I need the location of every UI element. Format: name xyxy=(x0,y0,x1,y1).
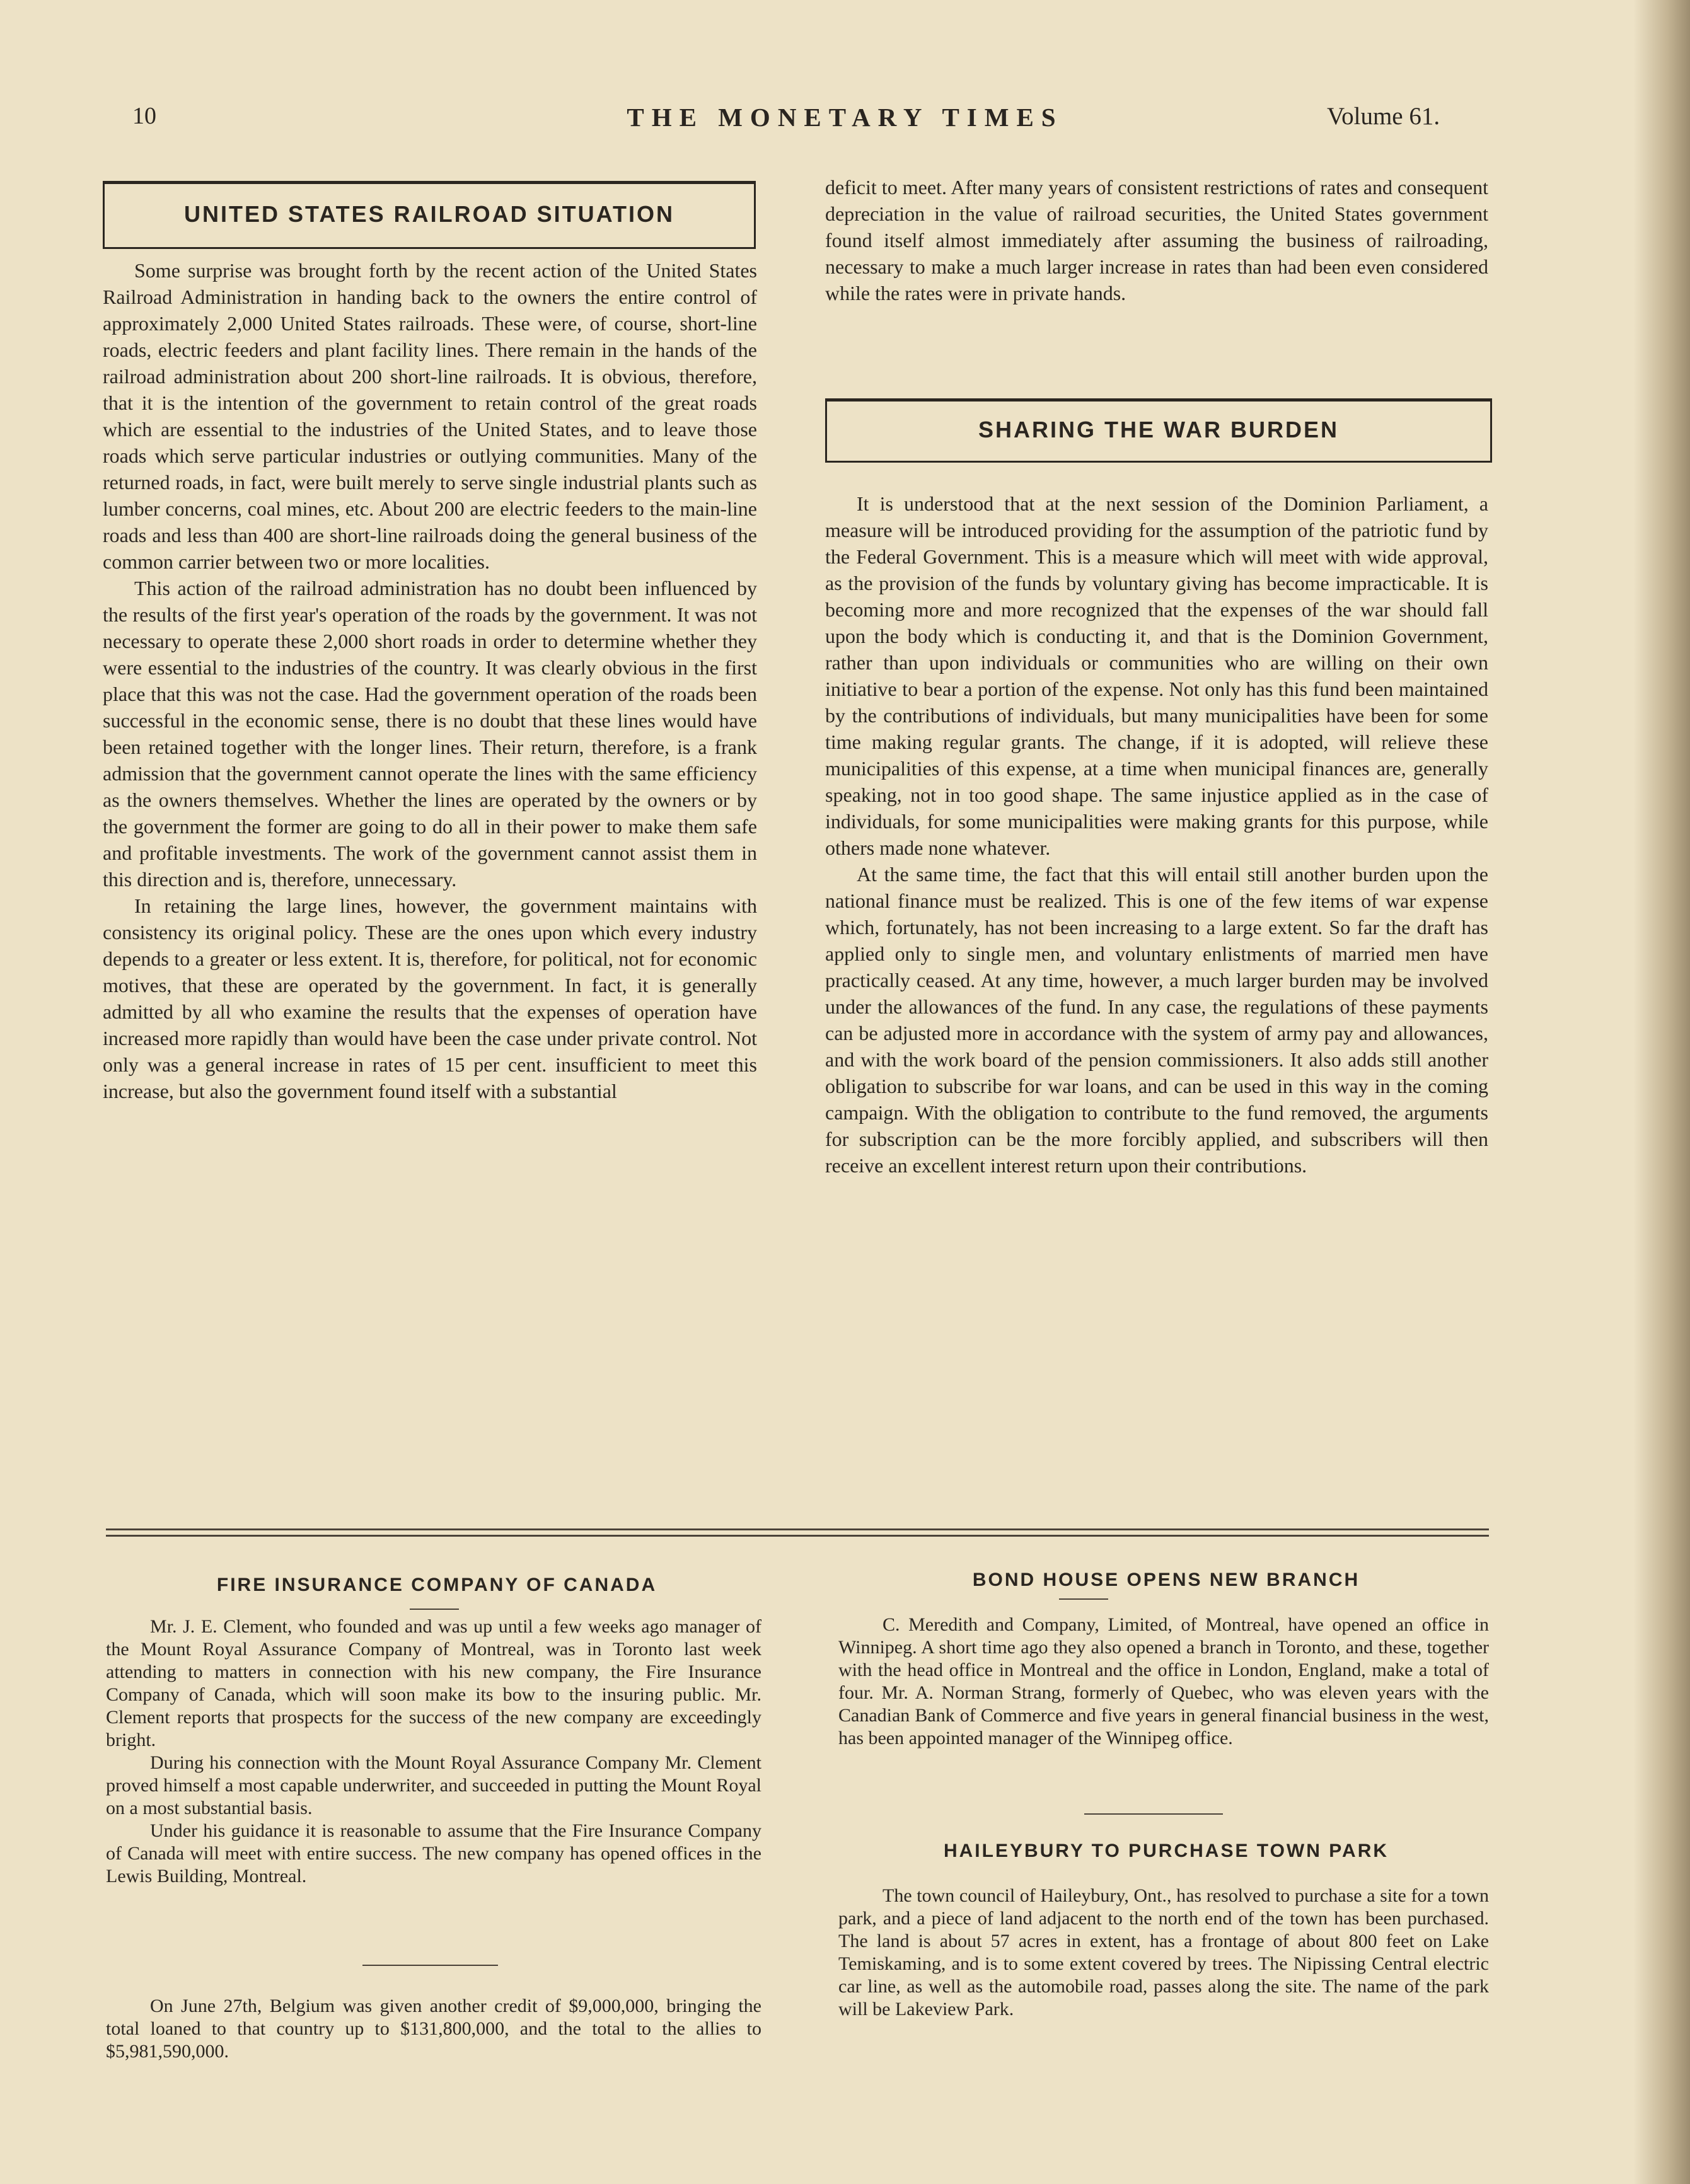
fire-heading-rule xyxy=(410,1609,459,1610)
railroad-heading-box xyxy=(103,181,756,249)
fire-paragraph: Under his guidance it is reasonable to assume that the Fire Insurance Company of Canada will meet with entire success. The new company has opened offices in the Lewis Building, Montreal. xyxy=(106,1820,761,1886)
war-paragraph: At the same time, the fact that this will entail still another burden upon the national finance must be realized. This is one of the few items of war expense which, fortunately, has not been increasing to a large extent. So far the draft has applied only to single men, and voluntary enlistments of married men have practically ceased. At any time, however, a much larger burden may be involved under the allowances of the fund. In any case, the regulations of these payments can be adjusted more in accordance with the system of army pay and allowances, and with the work board of the pension commissioners. It also adds still another obligation to subscribe for war loans, and can be used in this way in the coming campaign. With the obligation to contribute to the fund removed, the arguments for subscription can be the more forcibly applied, and subscribers will then receive an excellent interest return upon their contributions. xyxy=(825,863,1488,1177)
war-paragraph: It is understood that at the next session of the Dominion Parliament, a measure will be introduced providing for the assumption of the patriotic fund by the Federal Government. This is a measure which will meet with wide approval, as the provision of the funds by voluntary giving has become impracticable. It is becoming more and more recognized that the expenses of the war should fall upon the body which is conducting it, and that is the Dominion Government, rather than upon individuals or communities who are willing on their own initiative to bear a portion of the expense. Not only has this fund been maintained by the contributions of individuals, but many municipalities have been for some time making regular grants. The change, if it is adopted, will relieve these municipalities of this expense, at a time when municipal finances are, generally speaking, not in too good shape. The same injustice applied as in the case of individuals, for some municipalities were making grants for this purpose, while others made none whatever. xyxy=(825,492,1488,859)
belgium-paragraph: On June 27th, Belgium was given another credit of $9,000,000, bringing the total loaned to that country up to $131,800,000, and the total to the allies to $5,981,590,000. xyxy=(106,1996,761,2062)
page-number: 10 xyxy=(132,103,156,129)
haileybury-paragraph: The town council of Haileybury, Ont., has resolved to purchase a site for a town park, and a piece of land adjacent to the north end of the town has been purchased. The land is about 57 acres in extent, has a frontage of about 800 feet on Lake Temiskaming, and is to some extent covered by trees. The Nipissing Central electric car line, as well as the automobile road, passes along the site. The name of the park will be Lakeview Park. xyxy=(838,1885,1489,2019)
bond-paragraph: C. Meredith and Company, Limited, of Montreal, have opened an office in Winnipeg. A short time ago they also opened a branch in Toronto, and these, together with the head office in Montreal and the office in London, England, make a total of four. Mr. A. Norman Strang, formerly of Quebec, who was eleven years with the Canadian Bank of Commerce and five years in general financial business in the west, has been appointed manager of the Winnipeg office. xyxy=(838,1614,1489,1748)
war-heading-box xyxy=(825,398,1492,463)
fire-paragraph: Mr. J. E. Clement, who founded and was up until a few weeks ago manager of the Mount Royal Assurance Company of Montreal, was in Toronto last week attending to matters in connection with his new company, the Fire Insurance Company of Canada, which will soon make its bow to the insuring public. Mr. Clement reports that prospects for the success of the new company are exceedingly bright. xyxy=(106,1616,761,1750)
bond-heading: BOND HOUSE OPENS NEW BRANCH xyxy=(972,1569,1360,1590)
bond-end-rule xyxy=(1084,1813,1223,1815)
fire-heading: FIRE INSURANCE COMPANY OF CANADA xyxy=(216,1574,657,1595)
fire-end-rule xyxy=(362,1965,498,1966)
section-divider-bottom xyxy=(106,1535,1489,1537)
section-divider-top xyxy=(106,1528,1489,1530)
belgium-article-body xyxy=(106,1995,761,2063)
bond-heading-rule xyxy=(1059,1598,1108,1600)
war-article-body xyxy=(825,490,1488,1179)
railroad-article-body xyxy=(103,257,757,1104)
bond-article-body xyxy=(838,1614,1489,1750)
railroad-paragraph: Some surprise was brought forth by the recent action of the United States Railroad Administration in handing back to the owners the entire control of approximately 2,000 United States railroads. These were, of course, short-line roads, electric feeders and plant facility lines. There remain in the hands of the railroad administration about 200 short-line railroads. It is obvious, therefore, that it is the intention of the government to retain control of the great roads which are essential to the industries of the United States, and to leave those roads which serve particular industries or outlying communities. Many of the returned roads, in fact, were built merely to serve single industrial plants such as lumber concerns, coal mines, etc. About 200 are electric feeders to the main-line roads and less than 400 are short-line railroads doing the general business of the common carrier between two or more localities. xyxy=(103,259,757,573)
fire-article-body xyxy=(106,1615,761,1888)
fire-paragraph: During his connection with the Mount Royal Assurance Company Mr. Clement proved himself a most capable underwriter, and succeeded in putting the Mount Royal on a most substantial basis. xyxy=(106,1752,761,1818)
journal-title: THE MONETARY TIMES xyxy=(627,103,1063,132)
haileybury-heading: HAILEYBURY TO PURCHASE TOWN PARK xyxy=(943,1840,1389,1861)
war-heading: SHARING THE WAR BURDEN xyxy=(978,417,1339,442)
volume-label: Volume 61. xyxy=(1327,103,1440,130)
page-edge-shadow xyxy=(1633,0,1690,2184)
railroad-paragraph: In retaining the large lines, however, the government maintains with consistency its original policy. These are the ones upon which every industry depends to a greater or less extent. It is, therefore, for political, not for economic motives, that these are operated by the government. In fact, it is generally admitted by all who examine the results that the expenses of operation have increased more rapidly than would have been the case under private control. Not only was a general increase in rates of 15 per cent. insufficient to meet this increase, but also the government found itself with a substantial xyxy=(103,894,757,1102)
haileybury-article-body xyxy=(838,1885,1489,2021)
railroad-continuation-paragraph: deficit to meet. After many years of consistent restrictions of rates and consequent depreciation in the value of railroad securities, the United States government found itself almost immediately after assuming the business of railroading, necessary to make a much larger increase in rates than had been even considered while the rates were in private hands. xyxy=(825,176,1488,304)
railroad-continuation xyxy=(825,174,1488,306)
railroad-heading: UNITED STATES RAILROAD SITUATION xyxy=(184,201,674,227)
railroad-paragraph: This action of the railroad administration has no doubt been influenced by the results of the first year's operation of the roads by the government. It was not necessary to operate these 2,000 short roads in order to determine whether they were essential to the industries of the country. It was clearly obvious in the first place that this was not the case. Had the government operation of the roads been successful in the economic sense, there is no doubt that these lines would have been retained together with the longer lines. Their return, therefore, is a frank admission that the government cannot operate the lines with the same efficiency as the owners themselves. Whether the lines are operated by the owners or by the government the former are going to do all in their power to make them safe and profitable investments. The work of the government cannot assist them in this direction and is, therefore, unnecessary. xyxy=(103,577,757,891)
